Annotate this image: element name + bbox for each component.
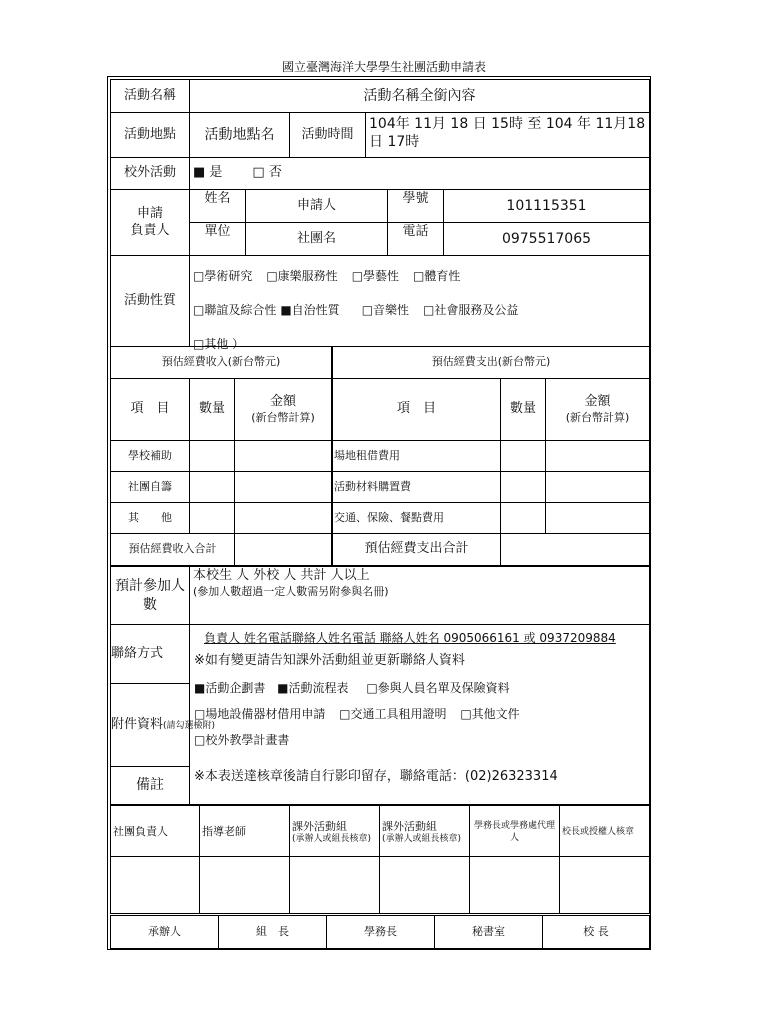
expense-row-label: 場地租借費用 — [332, 440, 501, 472]
expense-row-amount[interactable] — [545, 471, 650, 503]
applicant-phone-value[interactable]: 0975517065 — [443, 222, 650, 256]
applicant-label-bottom: 負責人 — [130, 222, 170, 238]
income-row-amount[interactable] — [234, 471, 332, 503]
applicant-id-value[interactable]: 101115351 — [443, 189, 650, 223]
participants-value-cell — [189, 566, 650, 625]
income-col-item: 項 目 — [110, 378, 190, 441]
applicant-unit-value[interactable]: 社團名 — [245, 222, 388, 256]
income-col-qty: 數量 — [189, 378, 235, 441]
attachments-label: 附件資料(請勾選檢附) — [111, 716, 216, 732]
time-label: 活動時間 — [289, 112, 366, 158]
activity-name-value[interactable]: 活動名稱全銜內容 — [189, 79, 650, 113]
category-social-checkbox[interactable]: □聯誼及綜合性 — [193, 302, 277, 317]
income-row-qty[interactable] — [189, 471, 235, 503]
category-options — [189, 255, 650, 351]
attach-transport-checkbox[interactable]: □交通工具租用證明 — [339, 707, 447, 721]
off-campus-label: 校外活動 — [110, 157, 190, 190]
expense-header: 預估經費支出(新台幣元) — [332, 346, 650, 379]
category-academic-checkbox[interactable]: □學術研究 — [193, 268, 253, 283]
signoff-header: 社團負責人 — [110, 805, 200, 857]
approval-cell: 承辦人 — [110, 915, 219, 949]
contact-note: ※如有變更請告知課外活動組並更新聯絡人資料 — [194, 653, 465, 668]
category-service-checkbox[interactable]: □社會服務及公益 — [423, 302, 519, 317]
participants-value[interactable]: 本校生 人 外校 人 共計 人以上 — [193, 568, 370, 583]
income-header: 預估經費收入(新台幣元) — [110, 346, 332, 379]
category-other-checkbox[interactable]: □其他 ） — [193, 336, 245, 351]
approval-cell: 組 長 — [218, 915, 327, 949]
attach-other-checkbox[interactable]: □其他文件 — [460, 707, 520, 721]
income-row-label: 學校補助 — [110, 440, 190, 472]
income-col-amount-note: (新台幣計算) — [251, 410, 315, 424]
signoff-header: 校長或授權人核章 — [559, 805, 650, 857]
attach-plan-checkbox[interactable]: ■活動企劃書 — [194, 681, 266, 695]
category-recreation-checkbox[interactable]: □康樂服務性 — [266, 268, 338, 283]
off-campus-options — [189, 157, 650, 190]
expense-col-item: 項 目 — [332, 378, 501, 441]
income-row-amount[interactable] — [234, 502, 332, 534]
location-label: 活動地點 — [110, 112, 190, 158]
income-row-qty[interactable] — [189, 502, 235, 534]
signature-cell[interactable] — [469, 856, 560, 914]
applicant-phone-label: 電話 — [387, 222, 444, 256]
income-row-amount[interactable] — [234, 440, 332, 472]
signature-cell[interactable] — [559, 856, 650, 914]
income-col-amount-title: 金額 — [269, 393, 296, 409]
attach-field-trip-checkbox[interactable]: □校外教學計畫書 — [194, 733, 290, 747]
location-value[interactable]: 活動地點名 — [189, 112, 290, 158]
expense-row-label: 交通、保險、餐點費用 — [332, 502, 501, 534]
income-row-label: 其 他 — [110, 502, 190, 534]
notes-value: ※本表送達核章後請自行影印留存，聯絡電話：(02)26323314 — [194, 769, 558, 784]
application-form — [107, 76, 651, 950]
expense-row-qty[interactable] — [500, 502, 546, 534]
attach-venue-checkbox[interactable]: □場地設備器材借用申請 — [194, 707, 326, 721]
signature-cell[interactable] — [289, 856, 380, 914]
expense-col-amount-title: 金額 — [584, 393, 611, 409]
off-campus-yes-checkbox[interactable]: ■ 是 — [193, 165, 223, 181]
details-cell — [189, 624, 650, 805]
participants-label: 預計參加人數 — [110, 566, 190, 625]
income-row-label: 社團自籌 — [110, 471, 190, 503]
expense-total-label: 預估經費支出合計 — [332, 533, 501, 566]
expense-row-qty[interactable] — [500, 440, 546, 472]
applicant-label — [110, 189, 190, 256]
approval-cell: 學務長 — [326, 915, 435, 949]
category-selfgov-checkbox[interactable]: ■自治性質 — [280, 302, 340, 317]
applicant-id-label: 學號 — [387, 189, 444, 223]
expense-row-qty[interactable] — [500, 471, 546, 503]
signoff-header: 學務長或學務處代理人 — [469, 805, 560, 857]
notes-label: 備註 — [110, 766, 190, 805]
participants-note: (參加人數超過一定人數需另附參與名冊) — [193, 584, 389, 598]
signoff-header: 課外活動組 (承辦人或組長核章) — [379, 805, 470, 857]
applicant-name-value[interactable]: 申請人 — [245, 189, 388, 223]
applicant-name-label: 姓名 — [189, 189, 246, 223]
activity-name-label: 活動名稱 — [110, 79, 190, 113]
expense-total-value[interactable] — [500, 533, 650, 566]
attach-roster-checkbox[interactable]: □參與人員名單及保險資料 — [366, 681, 510, 695]
approval-cell: 秘書室 — [434, 915, 543, 949]
expense-row-amount[interactable] — [545, 440, 650, 472]
off-campus-no-checkbox[interactable]: □ 否 — [252, 165, 282, 181]
category-sports-checkbox[interactable]: □體育性 — [413, 268, 461, 283]
expense-col-amount-note: (新台幣計算) — [565, 410, 630, 424]
signature-cell[interactable] — [199, 856, 290, 914]
expense-col-amount — [545, 378, 650, 441]
category-label: 活動性質 — [110, 255, 190, 347]
income-total-label: 預估經費收入合計 — [110, 533, 235, 566]
attachments-label-cell — [110, 683, 216, 767]
time-value[interactable]: 104年 11月 18 日 15時 至 104 年 11月18日 17時 — [365, 112, 650, 158]
category-music-checkbox[interactable]: □音樂性 — [361, 302, 410, 317]
approval-cell: 校 長 — [542, 915, 650, 949]
signoff-header: 課外活動組 (承辦人或組長核章) — [289, 805, 380, 857]
income-row-qty[interactable] — [189, 440, 235, 472]
document-title: 國立臺灣海洋大學學生社團活動申請表 — [281, 60, 486, 74]
category-arts-checkbox[interactable]: □學藝性 — [351, 268, 400, 283]
signature-cell[interactable] — [379, 856, 470, 914]
expense-row-label: 活動材料購置費 — [332, 471, 501, 503]
applicant-unit-label: 單位 — [189, 222, 246, 256]
applicant-label-top: 申請 — [136, 205, 163, 221]
attach-flow-checkbox[interactable]: ■活動流程表 — [277, 681, 349, 695]
contact-value[interactable]: 負責人 姓名電話聯絡人姓名電話 聯絡人姓名 0905066161 或 0937209884 — [204, 631, 616, 645]
signoff-header: 指導老師 — [199, 805, 290, 857]
expense-row-amount[interactable] — [545, 502, 650, 534]
income-col-amount — [234, 378, 332, 441]
income-total-value[interactable] — [234, 533, 332, 566]
signature-cell[interactable] — [110, 856, 200, 914]
contact-label: 聯絡方式 — [110, 624, 190, 684]
expense-col-qty: 數量 — [500, 378, 546, 441]
